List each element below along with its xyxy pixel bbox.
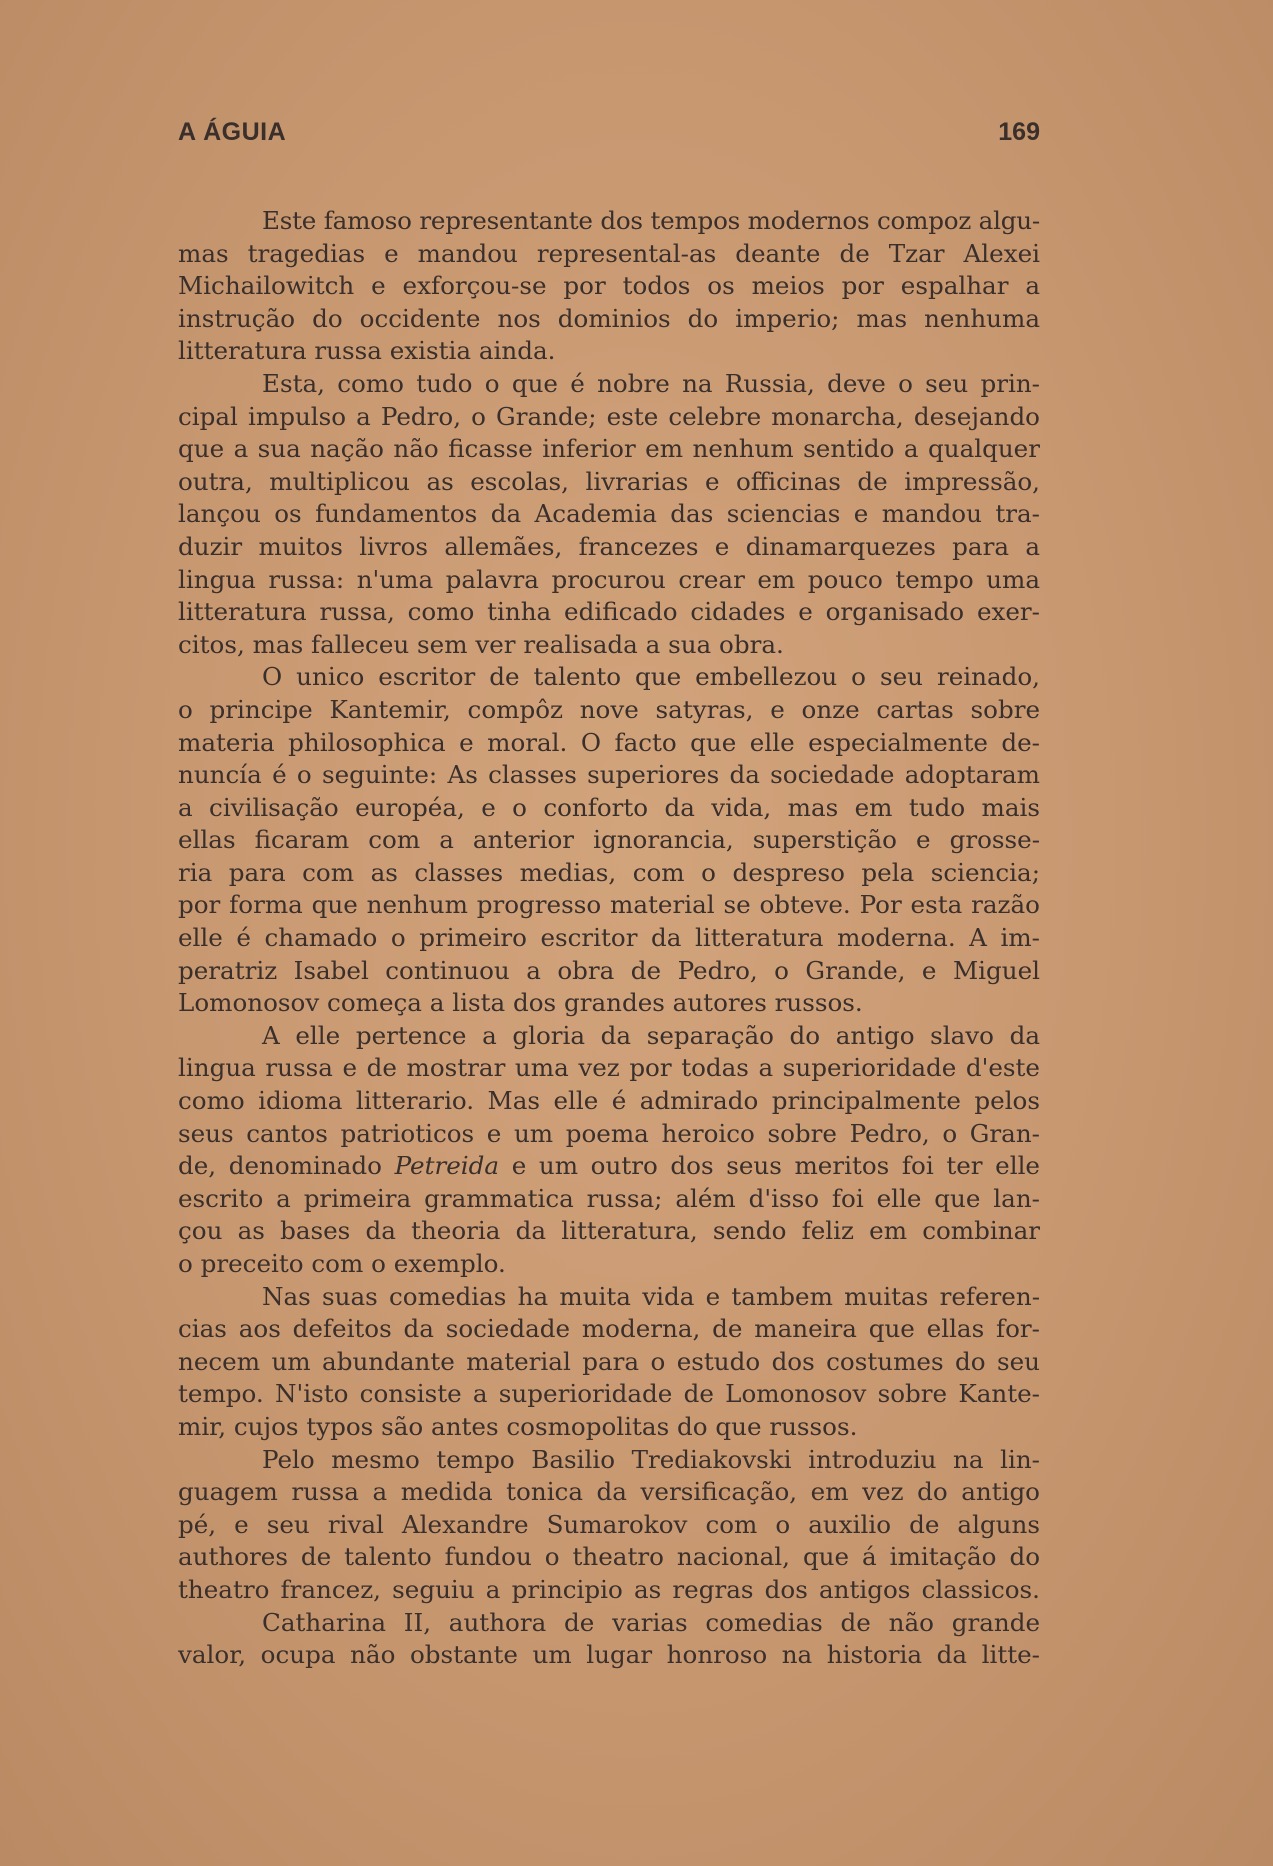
text-line: mas tragedias e mandou represental-as deante de Tzar Alexei [178, 238, 1040, 268]
text-line: ellas ficaram com a anterior ignorancia, superstição e grosse- [178, 825, 1040, 855]
text-line-with-italic [178, 1150, 1040, 1183]
text-line: lingua russa e de mostrar uma vez por todas a superioridade d'este [178, 1053, 1040, 1083]
text-line: Esta, como tudo o que é nobre na Russia, deve o seu prin- [262, 368, 1040, 398]
paragraph-3 [178, 661, 1040, 1020]
page-number: 169 [998, 118, 1040, 146]
text-line: pé, e seu rival Alexandre Sumarokov com o auxilio de alguns [178, 1509, 1040, 1539]
text-line: ria para com as classes medias, com o despreso pela sciencia; [178, 857, 1040, 887]
italic-title: Petreida [394, 1151, 500, 1181]
text-line: como idioma litterario. Mas elle é admirado principalmente pelos [178, 1086, 1040, 1116]
text-line: Lomonosov começa a lista dos grandes autores russos. [178, 988, 863, 1018]
paragraph-1 [178, 205, 1040, 368]
text-line: litteratura russa, como tinha edificado cidades e organisado exer- [178, 597, 1040, 627]
text-line: por forma que nenhum progresso material se obteve. Por esta razão [178, 890, 1040, 920]
text-line: Este famoso representante dos tempos modernos compoz algu- [262, 206, 1040, 235]
text-line: instrução do occidente nos dominios do imperio; mas nenhuma [178, 303, 1040, 333]
paragraph-6 [178, 1444, 1040, 1607]
paragraph-5 [178, 1281, 1040, 1444]
text-line: theatro francez, seguiu a principio as regras dos antigos classicos. [178, 1574, 1040, 1604]
text-line: Catharina II, authora de varias comedias de não grande [262, 1607, 1040, 1637]
text-line: citos, mas falleceu sem ver realisada a sua obra. [178, 629, 784, 659]
text-fragment: de, denominado [178, 1151, 382, 1181]
text-line: A elle pertence a gloria da separação do antigo slavo da [262, 1020, 1040, 1050]
text-line: seus cantos patrioticos e um poema heroico sobre Pedro, o Gran- [178, 1118, 1040, 1148]
journal-title: A ÁGUIA [178, 118, 287, 146]
paragraph-4 [178, 1020, 1040, 1281]
text-line: O unico escritor de talento que embellezou o seu reinado, [262, 662, 1040, 692]
body-text [178, 205, 1040, 1672]
text-line: o preceito com o exemplo. [178, 1249, 506, 1278]
text-line: Pelo mesmo tempo Basilio Trediakovski introduziu na lin- [262, 1444, 1040, 1474]
text-line: authores de talento fundou o theatro nacional, que á imitação do [178, 1542, 1040, 1572]
text-line: lançou os fundamentos da Academia das sciencias e mandou tra- [178, 499, 1040, 529]
text-line: escrito a primeira grammatica russa; além d'isso foi elle que lan- [178, 1183, 1040, 1213]
text-line: elle é chamado o primeiro escritor da litteratura moderna. A im- [178, 923, 1040, 953]
text-line: Nas suas comedias ha muita vida e tambem muitas referen- [262, 1281, 1040, 1311]
text-line: valor, ocupa não obstante um lugar honroso na historia da litte- [178, 1640, 1040, 1670]
text-line: litteratura russa existia ainda. [178, 336, 556, 366]
text-line: a civilisação européa, e o conforto da vida, mas em tudo mais [178, 792, 1040, 822]
text-line: duzir muitos livros allemães, francezes e dinamarquezes para a [178, 531, 1040, 561]
text-line: o principe Kantemir, compôz nove satyras, e onze cartas sobre [178, 694, 1040, 724]
text-line: guagem russa a medida tonica da versificação, em vez do antigo [178, 1477, 1040, 1507]
text-line: nuncía é o seguinte: As classes superiores da sociedade adoptaram [178, 760, 1040, 790]
text-line: cipal impulso a Pedro, o Grande; este celebre monarcha, desejando [178, 401, 1040, 431]
paragraph-7 [178, 1607, 1040, 1672]
text-line: necem um abundante material para o estudo dos costumes do seu [178, 1346, 1040, 1376]
text-line: mir, cujos typos são antes cosmopolitas do que russos. [178, 1411, 858, 1441]
text-fragment: e um outro dos seus meritos foi ter elle [511, 1151, 1040, 1181]
paragraph-2 [178, 368, 1040, 661]
text-line: lingua russa: n'uma palavra procurou crear em pouco tempo uma [178, 564, 1040, 594]
text-line: çou as bases da theoria da litteratura, sendo feliz em combinar [178, 1216, 1040, 1246]
text-line: que a sua nação não ficasse inferior em nenhum sentido a qualquer [178, 434, 1040, 464]
text-line: outra, multiplicou as escolas, livrarias e officinas de impressão, [178, 466, 1040, 496]
text-line: cias aos defeitos da sociedade moderna, de maneira que ellas for- [178, 1314, 1040, 1344]
text-line: peratriz Isabel continuou a obra de Pedro, o Grande, e Miguel [178, 955, 1040, 985]
text-line: Michailowitch e exforçou-se por todos os meios por espalhar a [178, 271, 1040, 301]
text-line: materia philosophica e moral. O facto que elle especialmente de- [178, 727, 1040, 757]
running-head [178, 118, 1040, 154]
text-line: tempo. N'isto consiste a superioridade de Lomonosov sobre Kante- [178, 1379, 1040, 1409]
